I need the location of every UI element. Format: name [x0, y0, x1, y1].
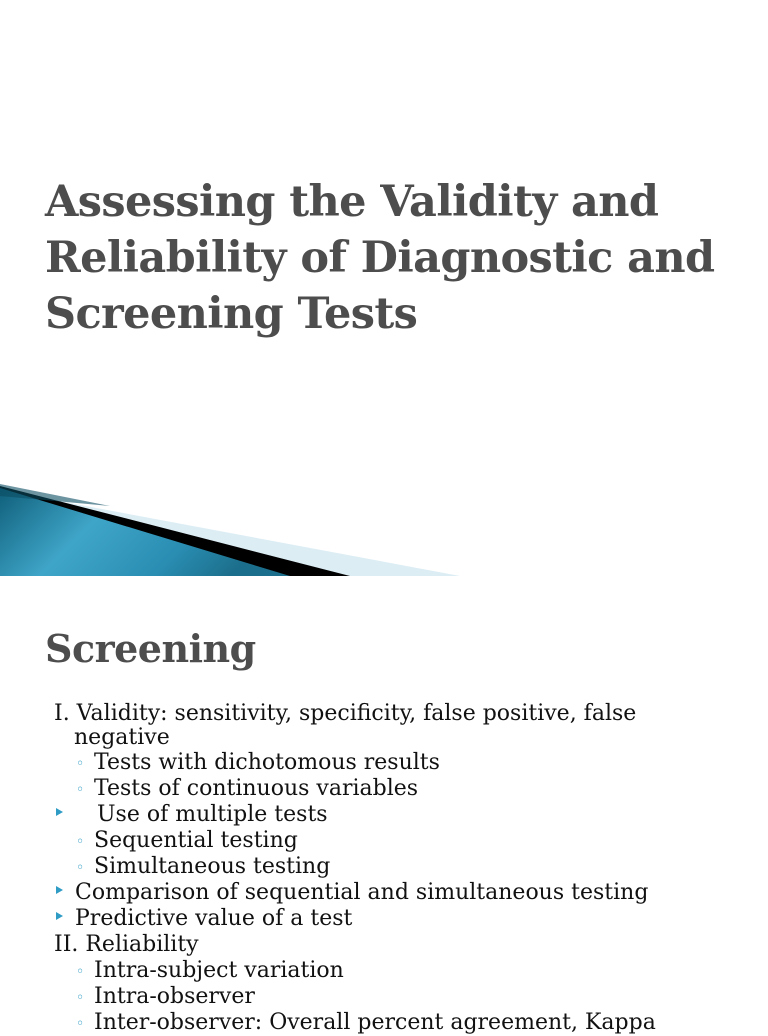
screening-title: Screening: [45, 626, 256, 671]
item-text: Intra-subject variation: [94, 958, 344, 983]
list-item: [0, 880, 768, 906]
list-item: [0, 828, 768, 854]
slide-title: [45, 174, 745, 342]
item-text: Sequential testing: [94, 828, 298, 853]
item-text: Tests with dichotomous results: [94, 750, 440, 775]
list-item-validity: [0, 702, 768, 750]
ring-bullet-icon: ◦: [76, 1016, 85, 1032]
triangle-bullet-icon: [56, 912, 63, 920]
item-text: Inter-observer: Overall percent agreement, Kappa: [94, 1010, 656, 1035]
ring-bullet-icon: ◦: [76, 860, 85, 876]
item-text: Predictive value of a test: [75, 906, 353, 931]
list-item: [0, 906, 768, 932]
list-item-reliability: [0, 932, 768, 958]
list-item: [0, 802, 768, 828]
item-text-continuation: negative: [74, 725, 170, 750]
item-text: II. Reliability: [54, 932, 199, 957]
item-text: Comparison of sequential and simultaneous testing: [75, 880, 649, 905]
outline-list: [0, 702, 768, 1036]
title-line-2: Reliability of Diagnostic and: [45, 233, 715, 283]
title-line-3: Screening Tests: [45, 289, 418, 339]
ring-bullet-icon: ◦: [76, 756, 85, 772]
item-text: Simultaneous testing: [94, 854, 331, 879]
list-item: [0, 854, 768, 880]
list-item: [0, 776, 768, 802]
list-item: [0, 1010, 768, 1036]
item-text: Intra-observer: [94, 984, 255, 1009]
ring-bullet-icon: ◦: [76, 782, 85, 798]
list-item: [0, 750, 768, 776]
ring-bullet-icon: ◦: [76, 964, 85, 980]
triangle-bullet-icon: [56, 808, 63, 816]
ring-bullet-icon: ◦: [76, 990, 85, 1006]
list-item: [0, 958, 768, 984]
decorative-wave-graphic: [0, 476, 460, 576]
ring-bullet-icon: ◦: [76, 834, 85, 850]
triangle-bullet-icon: [56, 886, 63, 894]
title-line-1: Assessing the Validity and: [45, 177, 659, 227]
item-text: I. Validity: sensitivity, specificity, false positive, false: [54, 701, 637, 726]
item-text: Use of multiple tests: [97, 802, 328, 827]
item-text: Tests of continuous variables: [94, 776, 419, 801]
list-item: [0, 984, 768, 1010]
